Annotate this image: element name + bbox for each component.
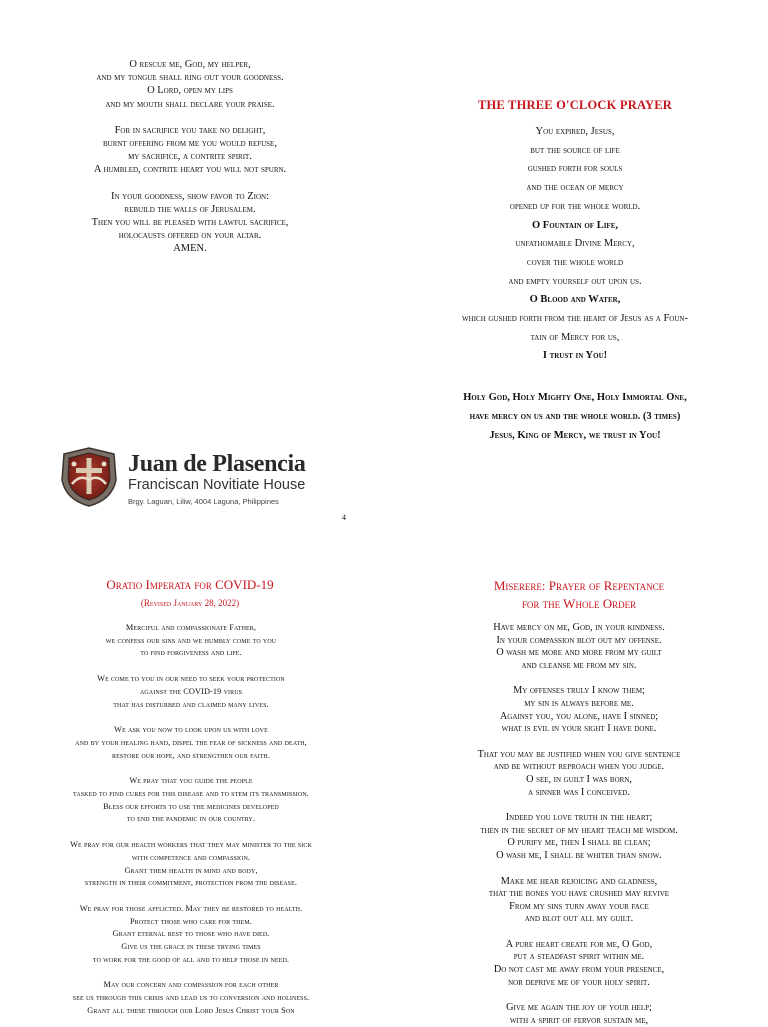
text-line: burnt offering from me you would refuse, [103,138,277,150]
text-line: My offenses truly I know them; [513,685,645,697]
text-line: but the source of life [530,144,620,156]
text-line: That you may be justified when you give sentence [477,748,681,760]
text-line: to end the pandemic in our country. [126,814,256,824]
text-line: tasked to find cures for this disease and to stem its transmission. [73,789,309,799]
text-line: Do not cast me away from your presence, [493,964,665,976]
stanza-break [30,762,352,775]
stanza-break [412,366,738,389]
text-line: to find forgiveness and life. [140,648,242,658]
franciscan-seal-icon [56,444,122,510]
text-line: and empty yourself out upon us. [508,275,642,287]
stanza-break [420,989,738,1002]
text-line: May our concern and compassion for each other [103,980,279,990]
stanza-break [30,890,352,903]
juan-de-plasencia-logo [56,444,348,510]
logo-subtitle: Franciscan Novitiate House [128,477,306,493]
text-line: For in sacrifice you take no delight, [114,124,266,136]
stanza-break [420,736,738,749]
text-line: nor deprive me of your holy spirit. [508,976,650,988]
text-line: that has disturbed and claimed many lives. [113,699,269,709]
three-oclock-prayer-text [412,123,738,445]
text-line: O Lord, open my lips [147,85,233,97]
three-oclock-prayer-title: THE THREE O'CLOCK PRAYER [477,98,673,112]
stanza-break [420,863,738,876]
text-line: and be without reproach when you judge. [493,761,665,773]
text-line: a sinner was I conceived. [528,786,630,798]
text-line: cover the whole world [526,256,624,268]
stanza-break [420,799,738,812]
text-line: Bless our efforts to use the medicines developed [103,801,279,811]
text-line: O wash me more and more from my guilt [496,647,662,659]
text-line: what is evil in your sight I have done. [501,723,657,735]
text-line: We pray that you guide the people [129,776,253,786]
text-line: O Fountain of Life, [531,219,618,231]
text-line: Merciful and compassionate Father, [125,623,257,632]
text-line: A humbled, contrite heart you will not spurn. [93,164,287,176]
stanza-break [30,966,352,979]
text-line: with a spirit of fervor sustain me, [509,1014,649,1026]
psalm-ending [40,58,340,256]
text-line: that the bones you have crushed may revive [488,888,670,900]
text-line: and my tongue shall ring out your goodness. [96,72,284,84]
text-line: unfathomable Divine Mercy, [515,238,635,250]
stanza-break [30,826,352,839]
stanza-break [420,672,738,685]
text-line: Holy God, Holy Mighty One, Holy Immortal One, [463,392,687,404]
text-line: opened up for the whole world. [509,200,641,212]
text-line: O purify me, then I shall be clean; [507,837,651,849]
text-line: We ask you now to look upon us with love [114,725,268,735]
text-line: Jesus, King of Mercy, we trust in You! [489,429,661,441]
text-line: From my sins turn away your face [509,900,649,912]
text-line: Give us the grace in these trying times [121,942,261,952]
text-line: against the COVID-19 virus [139,686,243,696]
text-line: Give me again the joy of your help; [506,1002,652,1014]
text-line: to work for the good of all and to help those in need. [92,954,290,964]
oratio-imperata-subtitle: (Revised January 28, 2022) [140,598,240,608]
text-line: O rescue me, God, my helper, [129,59,251,70]
text-line: which gushed forth from the heart of Jesus as a Foun- [462,313,688,325]
text-line: Make me hear rejoicing and gladness, [500,875,658,887]
text-line: Protect those who care for them. [130,916,252,926]
stanza-break [40,177,340,190]
text-line: Then you will be pleased with lawful sacrifice, [91,217,289,229]
text-line: Against you, you alone, have I sinned; [499,710,659,722]
text-line: we confess our sins and we humbly come to you [105,635,277,645]
miserere-title [420,577,738,613]
stanza-break [40,111,340,124]
text-line: my sin is always before me. [524,697,634,709]
text-line: O Blood and Water, [529,294,621,306]
page-number: 4 [342,513,346,522]
text-line: O wash me, I shall be whiter than snow. [496,849,662,861]
miserere-text [420,622,738,1027]
text-line: strength in their commitment, protection from the disease. [84,878,298,888]
stanza-break [420,926,738,939]
text-line: and my mouth shall declare your praise. [105,98,275,110]
text-line: We pray for our health workers that they may minister to the sick [70,840,312,850]
text-line: have mercy on us and the whole world. (3 times) [469,410,681,422]
text-line: In your goodness, show favor to Zion: [111,190,269,202]
miserere-title-line-1: Miserere: Prayer of Repentance [493,578,665,593]
text-line: Grant them health in mind and body, [124,865,258,875]
stanza-break [30,711,352,724]
text-line: with competence and compassion. [131,852,251,862]
text-line: A pure heart create for me, O God, [505,938,653,950]
stanza-break [30,660,352,673]
text-line: and blot out all my guilt. [524,913,634,925]
text-line: Indeed you love truth in the heart; [505,812,653,824]
text-line: gushed forth for souls [527,163,623,175]
text-line: In your compassion blot out my offense. [496,634,662,646]
text-line: and the ocean of mercy [526,182,624,194]
text-line: We pray for those afflicted. May they be restored to health. [79,903,303,913]
text-line: my sacrifice, a contrite spirit. [128,151,252,163]
text-line: and by your healing hand, dispel the fear of sickness and death, [75,737,307,747]
text-line: tain of Mercy for us, [530,331,620,343]
text-line: see us through this crisis and lead us to conversion and holiness. [72,993,310,1003]
text-line: Have mercy on me, God, in your kindness. [493,622,665,633]
text-line: O see, in guilt I was born, [526,773,632,785]
text-line: AMEN. [173,243,207,255]
text-line: then in the secret of my heart teach me wisdom. [480,824,678,836]
text-line: and cleanse me from my sin. [521,659,637,671]
text-line: We come to you in our need to seek your protection [97,674,285,684]
text-line: Grant all these through our Lord Jesus Christ your Son [87,1005,295,1015]
text-line: holocausts offered on your altar. [118,230,262,242]
text-line: You expired, Jesus, [535,126,615,137]
text-line: I trust in You! [542,350,608,362]
logo-title: Juan de Plasencia [128,451,306,477]
text-line: restore our hope, and strengthen our faith. [111,750,270,760]
text-line: rebuild the walls of Jerusalem. [124,203,256,215]
oratio-imperata-text [30,622,352,1018]
text-line: Grant eternal rest to those who have died. [112,929,270,939]
miserere-title-line-2: for the Whole Order [521,596,637,611]
logo-address: Brgy. Laguan, Liliw, 4004 Laguna, Philippines [128,497,279,506]
text-line: put a steadfast spirit within me. [513,951,645,963]
oratio-imperata-title: Oratio Imperata for COVID-19 [106,577,274,592]
